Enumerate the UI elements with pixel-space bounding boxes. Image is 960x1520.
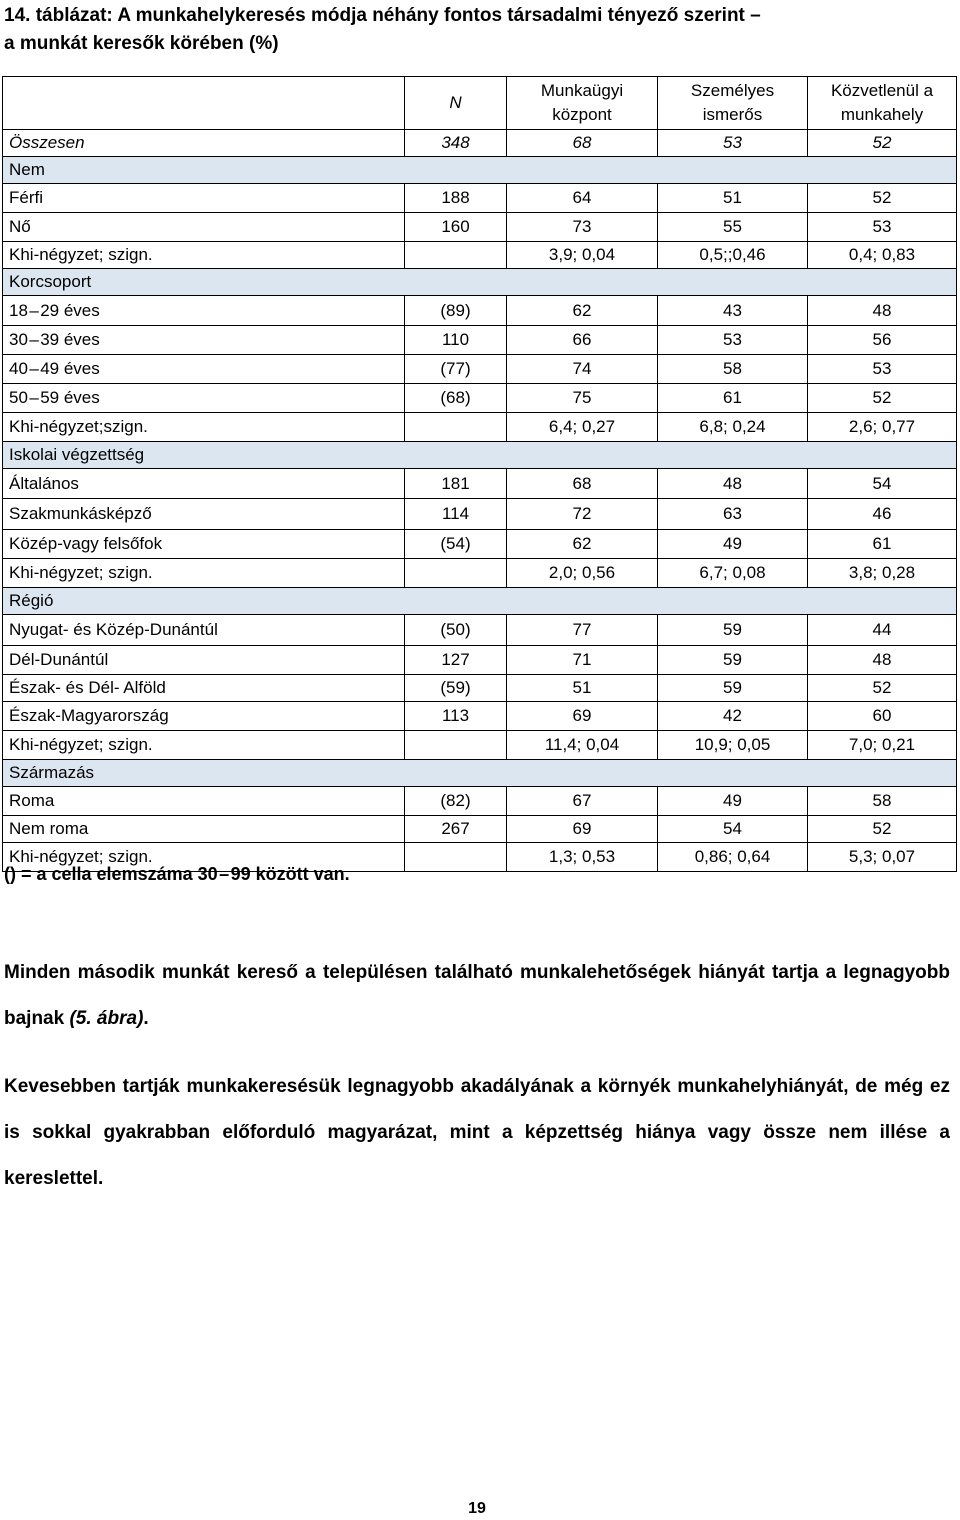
cell-kozvetlenul-munkahely: 52 (808, 675, 957, 702)
cell-kozvetlenul-munkahely: 52 (808, 384, 957, 413)
table-row (3, 296, 957, 326)
section-label: Iskolai végzettség (3, 442, 957, 469)
cell-munkaugyi-kozpont: 75 (507, 384, 658, 413)
header-munkaugyi-kozpont (507, 77, 658, 130)
cell-kozvetlenul-munkahely: 56 (808, 326, 957, 355)
section-label: Régió (3, 588, 957, 615)
cell-szemelyes-ismeros: 6,7; 0,08 (658, 559, 808, 588)
cell-szemelyes-ismeros: 48 (658, 469, 808, 499)
cell-n: 114 (405, 499, 507, 530)
cell-szemelyes-ismeros: 61 (658, 384, 808, 413)
cell-n: (54) (405, 530, 507, 559)
row-label: 30 – 39 éves (3, 326, 405, 355)
table-row (3, 702, 957, 731)
table-title (4, 2, 954, 58)
header-col2-line1: Személyes (690, 81, 775, 100)
cell-n: 113 (405, 702, 507, 731)
cell-szemelyes-ismeros: 59 (658, 615, 808, 646)
row-label: Észak-Magyarország (3, 702, 405, 731)
table-row (3, 731, 957, 760)
cell-munkaugyi-kozpont: 69 (507, 816, 658, 843)
cell-szemelyes-ismeros: 0,5;;0,46 (658, 242, 808, 269)
table-row (3, 184, 957, 213)
row-label: Khi-négyzet; szign. (3, 559, 405, 588)
cell-n: (59) (405, 675, 507, 702)
section-label: Származás (3, 760, 957, 787)
cell-munkaugyi-kozpont: 2,0; 0,56 (507, 559, 658, 588)
cell-n: 127 (405, 646, 507, 675)
table-row (3, 413, 957, 442)
table-row (3, 130, 957, 157)
header-col2-line2: ismerős (702, 105, 763, 124)
cell-n: (50) (405, 615, 507, 646)
cell-n: 160 (405, 213, 507, 242)
cell-n (405, 731, 507, 760)
table-row (3, 326, 957, 355)
table-row (3, 355, 957, 384)
table-footnote: () = a cella elemszáma 30 – 99 között van. (4, 864, 350, 884)
cell-kozvetlenul-munkahely: 48 (808, 646, 957, 675)
header-n: N (405, 77, 507, 130)
cell-n: 348 (405, 130, 507, 157)
section-label: Korcsoport (3, 269, 957, 296)
cell-szemelyes-ismeros: 51 (658, 184, 808, 213)
header-kozvetlenul-munkahely (808, 77, 957, 130)
cell-szemelyes-ismeros: 53 (658, 130, 808, 157)
cell-munkaugyi-kozpont: 3,9; 0,04 (507, 242, 658, 269)
table-title-line-1: 14. táblázat: A munkahelykeresés módja néhány fontos társadalmi tényező szerint – (4, 5, 761, 26)
cell-kozvetlenul-munkahely: 53 (808, 213, 957, 242)
table-row (3, 530, 957, 559)
section-header-row (3, 760, 957, 787)
cell-munkaugyi-kozpont: 69 (507, 702, 658, 731)
cell-kozvetlenul-munkahely: 3,8; 0,28 (808, 559, 957, 588)
header-col3-line2: munkahely (840, 105, 924, 124)
cell-szemelyes-ismeros: 54 (658, 816, 808, 843)
section-header-row (3, 588, 957, 615)
cell-n (405, 843, 507, 872)
header-col1-line1: Munkaügyi (540, 81, 624, 100)
cell-kozvetlenul-munkahely: 52 (808, 816, 957, 843)
cell-szemelyes-ismeros: 10,9; 0,05 (658, 731, 808, 760)
cell-szemelyes-ismeros: 59 (658, 675, 808, 702)
cell-munkaugyi-kozpont: 68 (507, 130, 658, 157)
cell-munkaugyi-kozpont: 1,3; 0,53 (507, 843, 658, 872)
cell-munkaugyi-kozpont: 66 (507, 326, 658, 355)
table-header-row (3, 77, 957, 130)
cell-munkaugyi-kozpont: 68 (507, 469, 658, 499)
header-col3-line1: Közvetlenül a (830, 81, 934, 100)
cell-munkaugyi-kozpont: 74 (507, 355, 658, 384)
row-label: Férfi (3, 184, 405, 213)
cell-n: 188 (405, 184, 507, 213)
cell-n (405, 413, 507, 442)
row-label: Nyugat- és Közép-Dunántúl (3, 615, 405, 646)
row-label: 18 – 29 éves (3, 296, 405, 326)
section-label: Nem (3, 157, 957, 184)
cell-kozvetlenul-munkahely: 48 (808, 296, 957, 326)
row-label: Khi-négyzet;szign. (3, 413, 405, 442)
table-row (3, 675, 957, 702)
row-label: Összesen (3, 130, 405, 157)
cell-kozvetlenul-munkahely: 60 (808, 702, 957, 731)
row-label: Észak- és Dél- Alföld (3, 675, 405, 702)
cell-n (405, 559, 507, 588)
figure-reference: (5. ábra) (69, 1008, 144, 1029)
cell-kozvetlenul-munkahely: 46 (808, 499, 957, 530)
header-col1-line2: központ (552, 105, 612, 124)
cell-szemelyes-ismeros: 59 (658, 646, 808, 675)
header-empty-cell (3, 77, 405, 130)
cell-kozvetlenul-munkahely: 54 (808, 469, 957, 499)
header-szemelyes-ismeros (658, 77, 808, 130)
cell-n: (68) (405, 384, 507, 413)
cell-n: (82) (405, 787, 507, 816)
data-table (2, 76, 957, 872)
cell-kozvetlenul-munkahely: 0,4; 0,83 (808, 242, 957, 269)
cell-n (405, 242, 507, 269)
cell-kozvetlenul-munkahely: 53 (808, 355, 957, 384)
cell-szemelyes-ismeros: 55 (658, 213, 808, 242)
cell-kozvetlenul-munkahely: 52 (808, 130, 957, 157)
cell-szemelyes-ismeros: 53 (658, 326, 808, 355)
table-row (3, 646, 957, 675)
cell-szemelyes-ismeros: 43 (658, 296, 808, 326)
paragraph-1-end: . (143, 1008, 149, 1029)
row-label: Roma (3, 787, 405, 816)
table-row (3, 242, 957, 269)
cell-munkaugyi-kozpont: 6,4; 0,27 (507, 413, 658, 442)
cell-szemelyes-ismeros: 49 (658, 787, 808, 816)
page-number: 19 (468, 1500, 486, 1517)
row-label: Khi-négyzet; szign. (3, 843, 405, 872)
cell-kozvetlenul-munkahely: 5,3; 0,07 (808, 843, 957, 872)
cell-munkaugyi-kozpont: 62 (507, 296, 658, 326)
row-label: Khi-négyzet; szign. (3, 242, 405, 269)
row-label: Khi-négyzet; szign. (3, 731, 405, 760)
section-header-row (3, 442, 957, 469)
row-label: Közép-vagy felsőfok (3, 530, 405, 559)
cell-kozvetlenul-munkahely: 58 (808, 787, 957, 816)
table-row (3, 615, 957, 646)
cell-kozvetlenul-munkahely: 52 (808, 184, 957, 213)
cell-munkaugyi-kozpont: 77 (507, 615, 658, 646)
table-row (3, 213, 957, 242)
cell-n: 267 (405, 816, 507, 843)
cell-szemelyes-ismeros: 63 (658, 499, 808, 530)
cell-munkaugyi-kozpont: 64 (507, 184, 658, 213)
paragraph-2: Kevesebben tartják munkakeresésük legnagyobb akadályának a környék munkahelyhiányát, de még ez is sokkal gyakrabban előforduló magyarázat, mint a képzettség hiánya vagy össze nem illése a kereslettel. (4, 1076, 950, 1189)
cell-szemelyes-ismeros: 42 (658, 702, 808, 731)
table-row (3, 384, 957, 413)
cell-n: 181 (405, 469, 507, 499)
row-label: 50 – 59 éves (3, 384, 405, 413)
row-label: Nő (3, 213, 405, 242)
cell-munkaugyi-kozpont: 11,4; 0,04 (507, 731, 658, 760)
table-row (3, 559, 957, 588)
cell-munkaugyi-kozpont: 71 (507, 646, 658, 675)
row-label: Általános (3, 469, 405, 499)
cell-n: 110 (405, 326, 507, 355)
cell-munkaugyi-kozpont: 73 (507, 213, 658, 242)
paragraph-1-text: Minden második munkát kereső a településen található munkalehetőségek hiányát tartja a legnagyobb bajnak (4, 962, 950, 1029)
row-label: 40 – 49 éves (3, 355, 405, 384)
cell-kozvetlenul-munkahely: 61 (808, 530, 957, 559)
cell-munkaugyi-kozpont: 72 (507, 499, 658, 530)
table-row (3, 816, 957, 843)
cell-szemelyes-ismeros: 6,8; 0,24 (658, 413, 808, 442)
cell-kozvetlenul-munkahely: 44 (808, 615, 957, 646)
cell-munkaugyi-kozpont: 62 (507, 530, 658, 559)
table-row (3, 787, 957, 816)
cell-munkaugyi-kozpont: 67 (507, 787, 658, 816)
cell-szemelyes-ismeros: 0,86; 0,64 (658, 843, 808, 872)
cell-n: (77) (405, 355, 507, 384)
row-label: Nem roma (3, 816, 405, 843)
section-header-row (3, 269, 957, 296)
table-row (3, 469, 957, 499)
cell-kozvetlenul-munkahely: 7,0; 0,21 (808, 731, 957, 760)
row-label: Dél-Dunántúl (3, 646, 405, 675)
section-header-row (3, 157, 957, 184)
row-label: Szakmunkásképző (3, 499, 405, 530)
table-title-line-2: a munkát keresők körében (%) (4, 33, 279, 54)
paragraph-1 (4, 950, 950, 1042)
cell-n: (89) (405, 296, 507, 326)
table-row (3, 499, 957, 530)
cell-szemelyes-ismeros: 49 (658, 530, 808, 559)
cell-munkaugyi-kozpont: 51 (507, 675, 658, 702)
cell-kozvetlenul-munkahely: 2,6; 0,77 (808, 413, 957, 442)
cell-szemelyes-ismeros: 58 (658, 355, 808, 384)
